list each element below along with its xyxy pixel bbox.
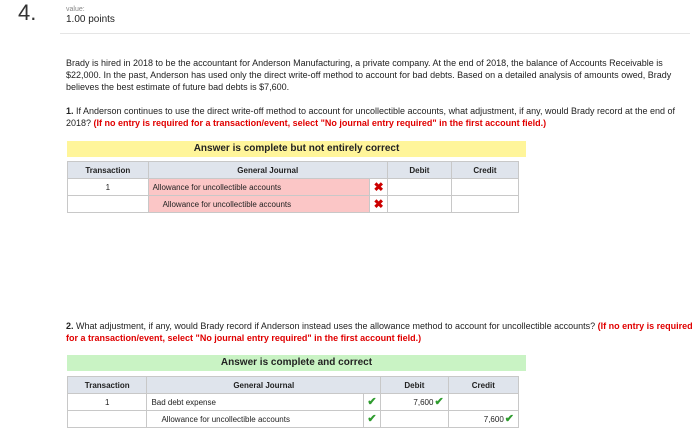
header-transaction: Transaction [68, 377, 147, 394]
debit-field[interactable] [387, 196, 451, 213]
table-row [68, 179, 519, 196]
header-transaction: Transaction [68, 162, 149, 179]
transaction-cell: 1 [68, 394, 147, 411]
mark-cell [363, 394, 380, 411]
x-mark-icon: ✖ [373, 197, 384, 211]
credit-field[interactable] [448, 411, 518, 428]
check-mark-icon: ✔ [504, 412, 514, 425]
mark-cell [370, 179, 388, 196]
table-header-row [68, 377, 519, 394]
account-field[interactable]: Bad debt expense [147, 394, 363, 411]
debit-field[interactable] [387, 179, 451, 196]
debit-field[interactable] [381, 394, 449, 411]
part1-result-banner: Answer is complete but not entirely correct [67, 141, 526, 157]
credit-field[interactable] [448, 394, 518, 411]
value-label: value: [66, 6, 85, 13]
table-row [68, 394, 519, 411]
table-row [68, 196, 519, 213]
part2-journal-table [67, 376, 519, 428]
part2-number: 2. [66, 321, 74, 331]
debit-field[interactable] [381, 411, 449, 428]
account-field[interactable]: Allowance for uncollectible accounts [147, 411, 363, 428]
question-number: 4. [18, 0, 37, 25]
table-row [68, 411, 519, 428]
part1-number: 1. [66, 106, 74, 116]
part2-instruction: (If no entry is required for a transaction/event, select "No journal entry required" in the first account field.) [66, 321, 693, 343]
check-mark-icon: ✔ [434, 395, 444, 408]
header-general-journal: General Journal [148, 162, 387, 179]
part1-text: If Anderson continues to use the direct write-off method to account for uncollectible accounts, what adjustment, if any, would Brady record at the end of 2018? [66, 106, 676, 128]
problem-intro: Brady is hired in 2018 to be the accountant for Anderson Manufacturing, a private company. At the end of 2018, the balance of Accounts Receivable is $22,000. In the past, Anderson has used only the direct write-off method to account for bad debts. Based on a detailed analysis of amounts owed, Brady believes the best estimate of future bad debts is $7,600. [66, 58, 672, 92]
credit-field[interactable] [451, 196, 518, 213]
account-field[interactable]: Allowance for uncollectible accounts [148, 179, 370, 196]
mark-cell [370, 196, 388, 213]
part2-text: What adjustment, if any, would Brady record if Anderson instead uses the allowance method to account for uncollectible accounts? [73, 321, 598, 331]
account-field[interactable]: Allowance for uncollectible accounts [148, 196, 370, 213]
part2-result-banner: Answer is complete and correct [67, 355, 526, 371]
x-mark-icon: ✖ [373, 180, 384, 194]
header-credit: Credit [448, 377, 518, 394]
part1-instruction: (If no entry is required for a transaction/event, select "No journal entry required" in the first account field.) [93, 118, 547, 128]
table-header-row [68, 162, 519, 179]
divider [60, 33, 690, 34]
debit-value: 7,600 [413, 397, 434, 407]
header-debit: Debit [387, 162, 451, 179]
part1-journal-table [67, 161, 519, 213]
transaction-cell [68, 411, 147, 428]
part1-question [66, 105, 696, 129]
check-mark-icon: ✔ [367, 395, 377, 408]
credit-value: 7,600 [483, 414, 504, 424]
header-debit: Debit [381, 377, 449, 394]
header-credit: Credit [451, 162, 518, 179]
transaction-cell: 1 [68, 179, 149, 196]
mark-cell [363, 411, 380, 428]
part2-question [66, 320, 696, 344]
question-points: 1.00 points [66, 14, 115, 25]
header-general-journal: General Journal [147, 377, 381, 394]
credit-field[interactable] [451, 179, 518, 196]
check-mark-icon: ✔ [367, 412, 377, 425]
transaction-cell [68, 196, 149, 213]
